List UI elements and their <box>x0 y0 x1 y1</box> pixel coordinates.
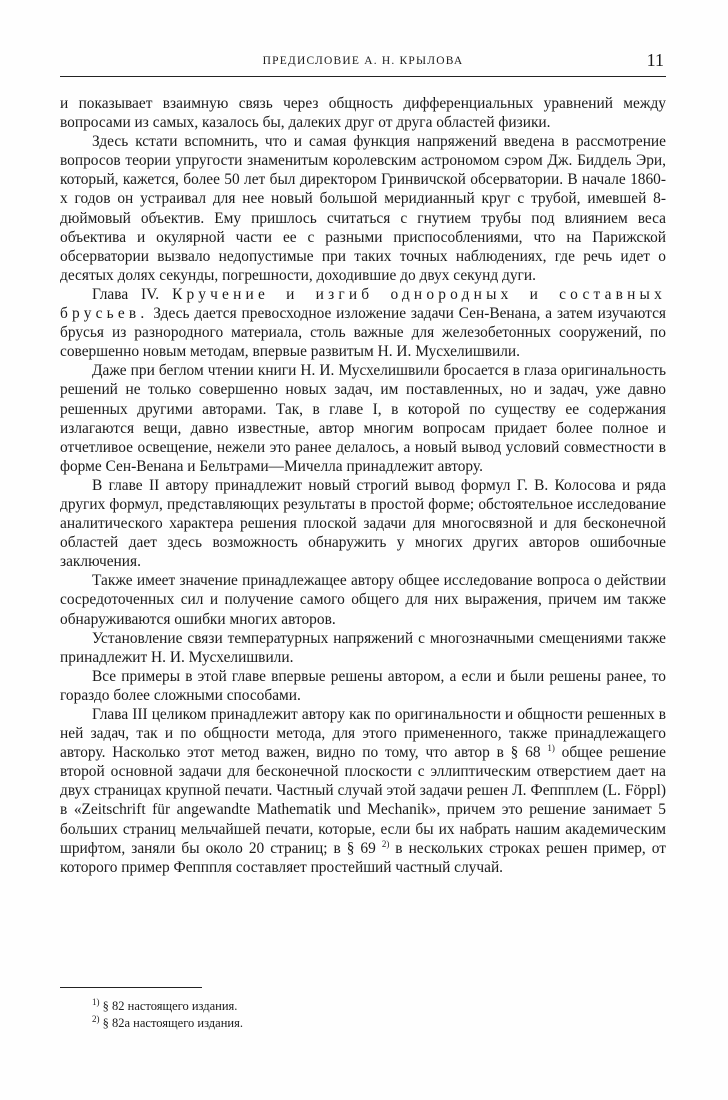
footnote <box>92 998 243 1015</box>
paragraph: Все примеры в этой главе впервые решены автором, а если и были решены ранее, то гораздо более сложными способами. <box>60 667 666 704</box>
paragraph: Установление связи температурных напряжений с многозначными смещениями также принадлежит Н. И. Мусхелишвили. <box>60 629 666 666</box>
footnote-text: § 82 настоящего издания. <box>102 999 238 1013</box>
footnote-mark: 1) <box>92 996 100 1007</box>
footnotes <box>92 998 243 1032</box>
footnote-mark: 2) <box>92 1013 100 1024</box>
chapter-4-paragraph <box>60 285 666 361</box>
footnote-ref-1[interactable]: 1) <box>547 743 555 754</box>
page-number: 11 <box>646 50 664 70</box>
paragraph: Здесь кстати вспомнить, что и самая функция напряжений введена в рассмотрение вопросов теории упругости знаменитым королевским астрономом сэром Дж. Биддель Эри, который, кажется, более 50 лет был директором Гринвичской обсерватории. В начале 1860-х годов он устраивал для нее новый большой меридианный круг с трубой, имевшей 8-дюймовый объектив. Ему пришлось считаться с гнутием трубы под влиянием веса объектива и окулярной части ее с разными приспособлениями, что на Парижской обсерватории вызвало недопустимые при таких точных наблюдениях, где речь идет о десятых долях секунды, погрешности, доходившие до двух секунд дуги. <box>60 133 666 284</box>
footnote-text: § 82а настоящего издания. <box>102 1016 243 1030</box>
footnote-ref-2[interactable]: 2) <box>381 838 390 849</box>
chapter-4-text: Здесь дается превосходное изложение задачи Сен-Венана, а затем изучаются брусья из разнородного материала, столь важные для железобетонных сооружений, по совершенно новым методам, впервые развитым Н. И. Мусхелишвили. <box>60 305 666 361</box>
paragraph: В главе II автору принадлежит новый строгий вывод формул Г. В. Колосова и ряда других формул, представляющих результаты в простой форме; обстоятельное исследование аналитического характера решения плоской задачи для многосвязной и для бесконечной областей дает здесь возможность обнаружить у многих других авторов ошибочные заключения. <box>60 476 666 571</box>
body-text <box>60 94 666 877</box>
running-head: ПРЕДИСЛОВИЕ А. Н. КРЫЛОВА <box>262 55 464 67</box>
footnote <box>92 1015 243 1032</box>
chapter-3-text-1: Глава III целиком принадлежит автору как по оригинальности и общности решенных в ней задач, так и по общности метода, для этого примененного, также принадлежащего автору. Насколько этот метод важен, видно по тому, что автор в § 68 <box>60 706 666 762</box>
chapter-3-text-3: в нескольких строках решен пример, от которого пример Фепппля составляет простейший частный случай. <box>60 839 666 876</box>
paragraph: Также имеет значение принадлежащее автору общее исследование вопроса о действии сосредоточенных сил и получение самого общего для них выражения, причем им также обнаруживаются ошибки многих авторов. <box>60 572 666 628</box>
page-header <box>60 52 666 77</box>
footnote-divider <box>60 987 202 988</box>
paragraph: Даже при беглом чтении книги Н. И. Мусхелишвили бросается в глаза оригинальность решений не только совершенно новых задач, им поставленных, но и задач, уже давно решенных другими авторами. Так, в главе I, в которой по существу ее содержания излагаются вещи, давно известные, автор многим вопросам придает более полное и отчетливое освещение, нежели это ранее делалось, а новый вывод условий совместности в форме Сен-Венана и Бельтрами—Мичелла принадлежит автору. <box>60 362 666 475</box>
chapter-4-lead: Глава IV. <box>92 285 160 303</box>
paragraph: и показывает взаимную связь через общность дифференциальных уравнений между вопросами из самых, казалось бы, далеких друг от друга областей физики. <box>60 95 666 132</box>
chapter-3-text-2: общее решение второй основной задачи для бесконечной плоскости с эллиптическим отверстием дает на двух страницах крупной печати. Частный случай этой задачи решен Л. Феппплем (L. Föppl) в «Zeitschrift für angewandte Mathematik und Mechanik», причем это решение занимает 5 больших страниц мельчайшей печати, которые, если бы их набрать нашим академическим шрифтом, заняли бы около 20 страниц; в § 69 <box>60 744 666 857</box>
chapter-3-paragraph <box>60 705 666 877</box>
chapter-4-title: Кручение и изгиб однородных и составных брусьев. <box>60 285 666 323</box>
